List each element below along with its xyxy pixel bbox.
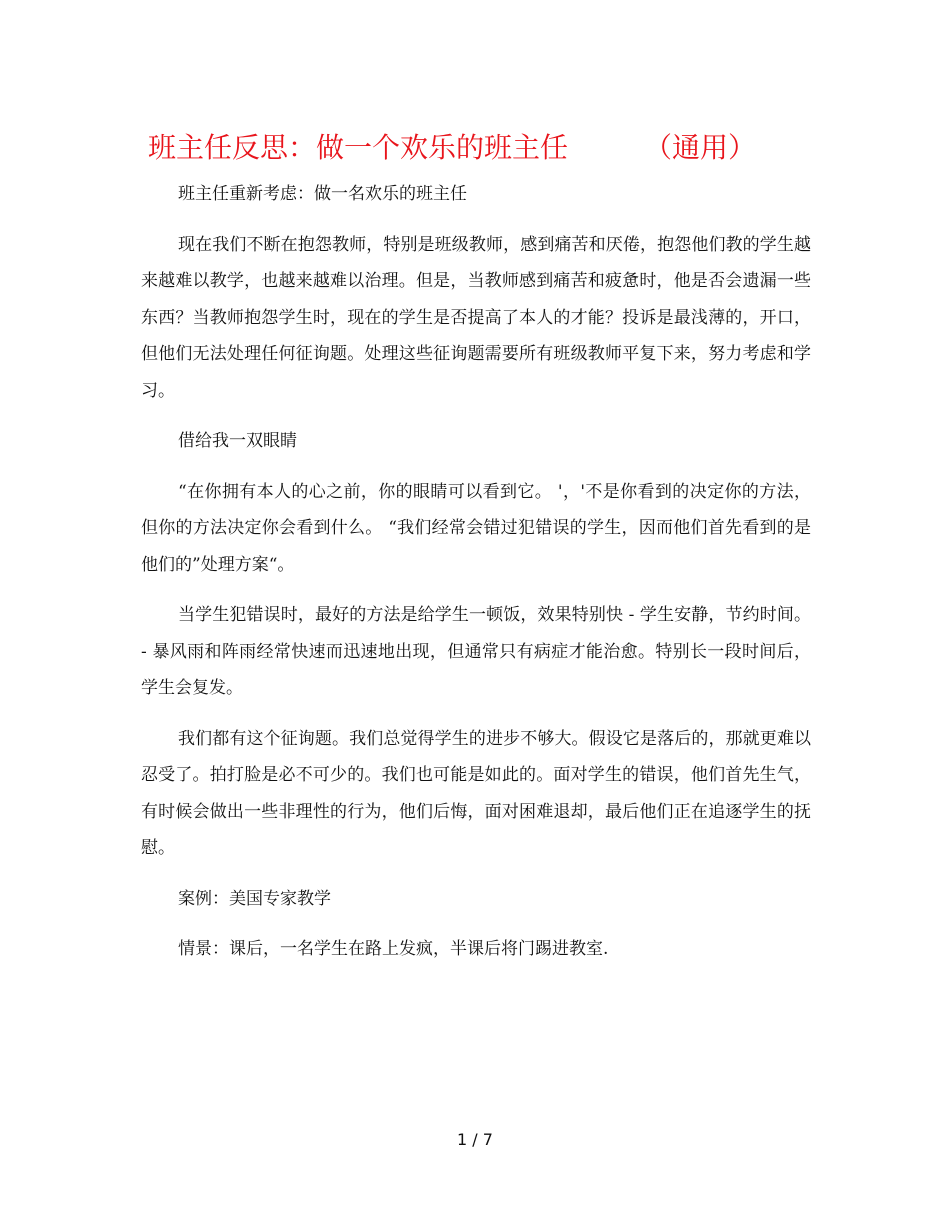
document-body xyxy=(141,176,811,982)
paragraph: 当学生犯错误时，最好的方法是给学生一顿饭，效果特别快 - 学生安静，节约时间。 - 暴风雨和阵雨经常快速而迅速地出现，但通常只有病症才能治愈。特别长一段时间后，学生会复发。 xyxy=(141,605,811,698)
page-number: 1 / 7 xyxy=(457,1130,493,1149)
paragraph: “在你拥有本人的心之前，你的眼睛可以看到它。 '，'不是你看到的决定你的方法，但你的方法决定你会看到什么。 “我们经常会错过犯错误的学生，因而他们首先看到的是他们的”处理方案“。 xyxy=(141,481,811,575)
paragraph: 现在我们不断在抱怨教师，特别是班级教师，感到痛苦和厌倦，抱怨他们教的学生越来越难以教学，也越来越难以治理。但是，当教师感到痛苦和疲惫时，他是否会遗漏一些东西？当教师抱怨学生时，现在的学生是否提高了本人的才能？投诉是最浅薄的，开口，但他们无法处理任何征询题。处理这些征询题需要所有班级教师平复下来，努力考虑和学习。 xyxy=(141,234,811,401)
section-heading: 案例：美国专家教学 xyxy=(178,888,331,909)
paragraph: 情景：课后，一名学生在路上发疯，半课后将门踢进教室. xyxy=(178,939,609,959)
title-main-text: 班主任反思：做一个欢乐的班主任 xyxy=(148,131,569,164)
section-heading: 借给我一双眼睛 xyxy=(178,431,297,451)
title-suffix-text: （通用） xyxy=(644,131,757,164)
document-title xyxy=(148,124,828,168)
paragraph: 我们都有这个征询题。我们总觉得学生的进步不够大。假设它是落后的，那就更难以忍受了。拍打脸是必不可少的。我们也可能是如此的。面对学生的错误，他们首先生气，有时候会做出一些非理性的行为，他们后悔，面对困难退却，最后他们正在追逐学生的抚慰。 xyxy=(141,728,811,858)
paragraph-subtitle: 班主任重新考虑：做一名欢乐的班主任 xyxy=(178,184,467,204)
